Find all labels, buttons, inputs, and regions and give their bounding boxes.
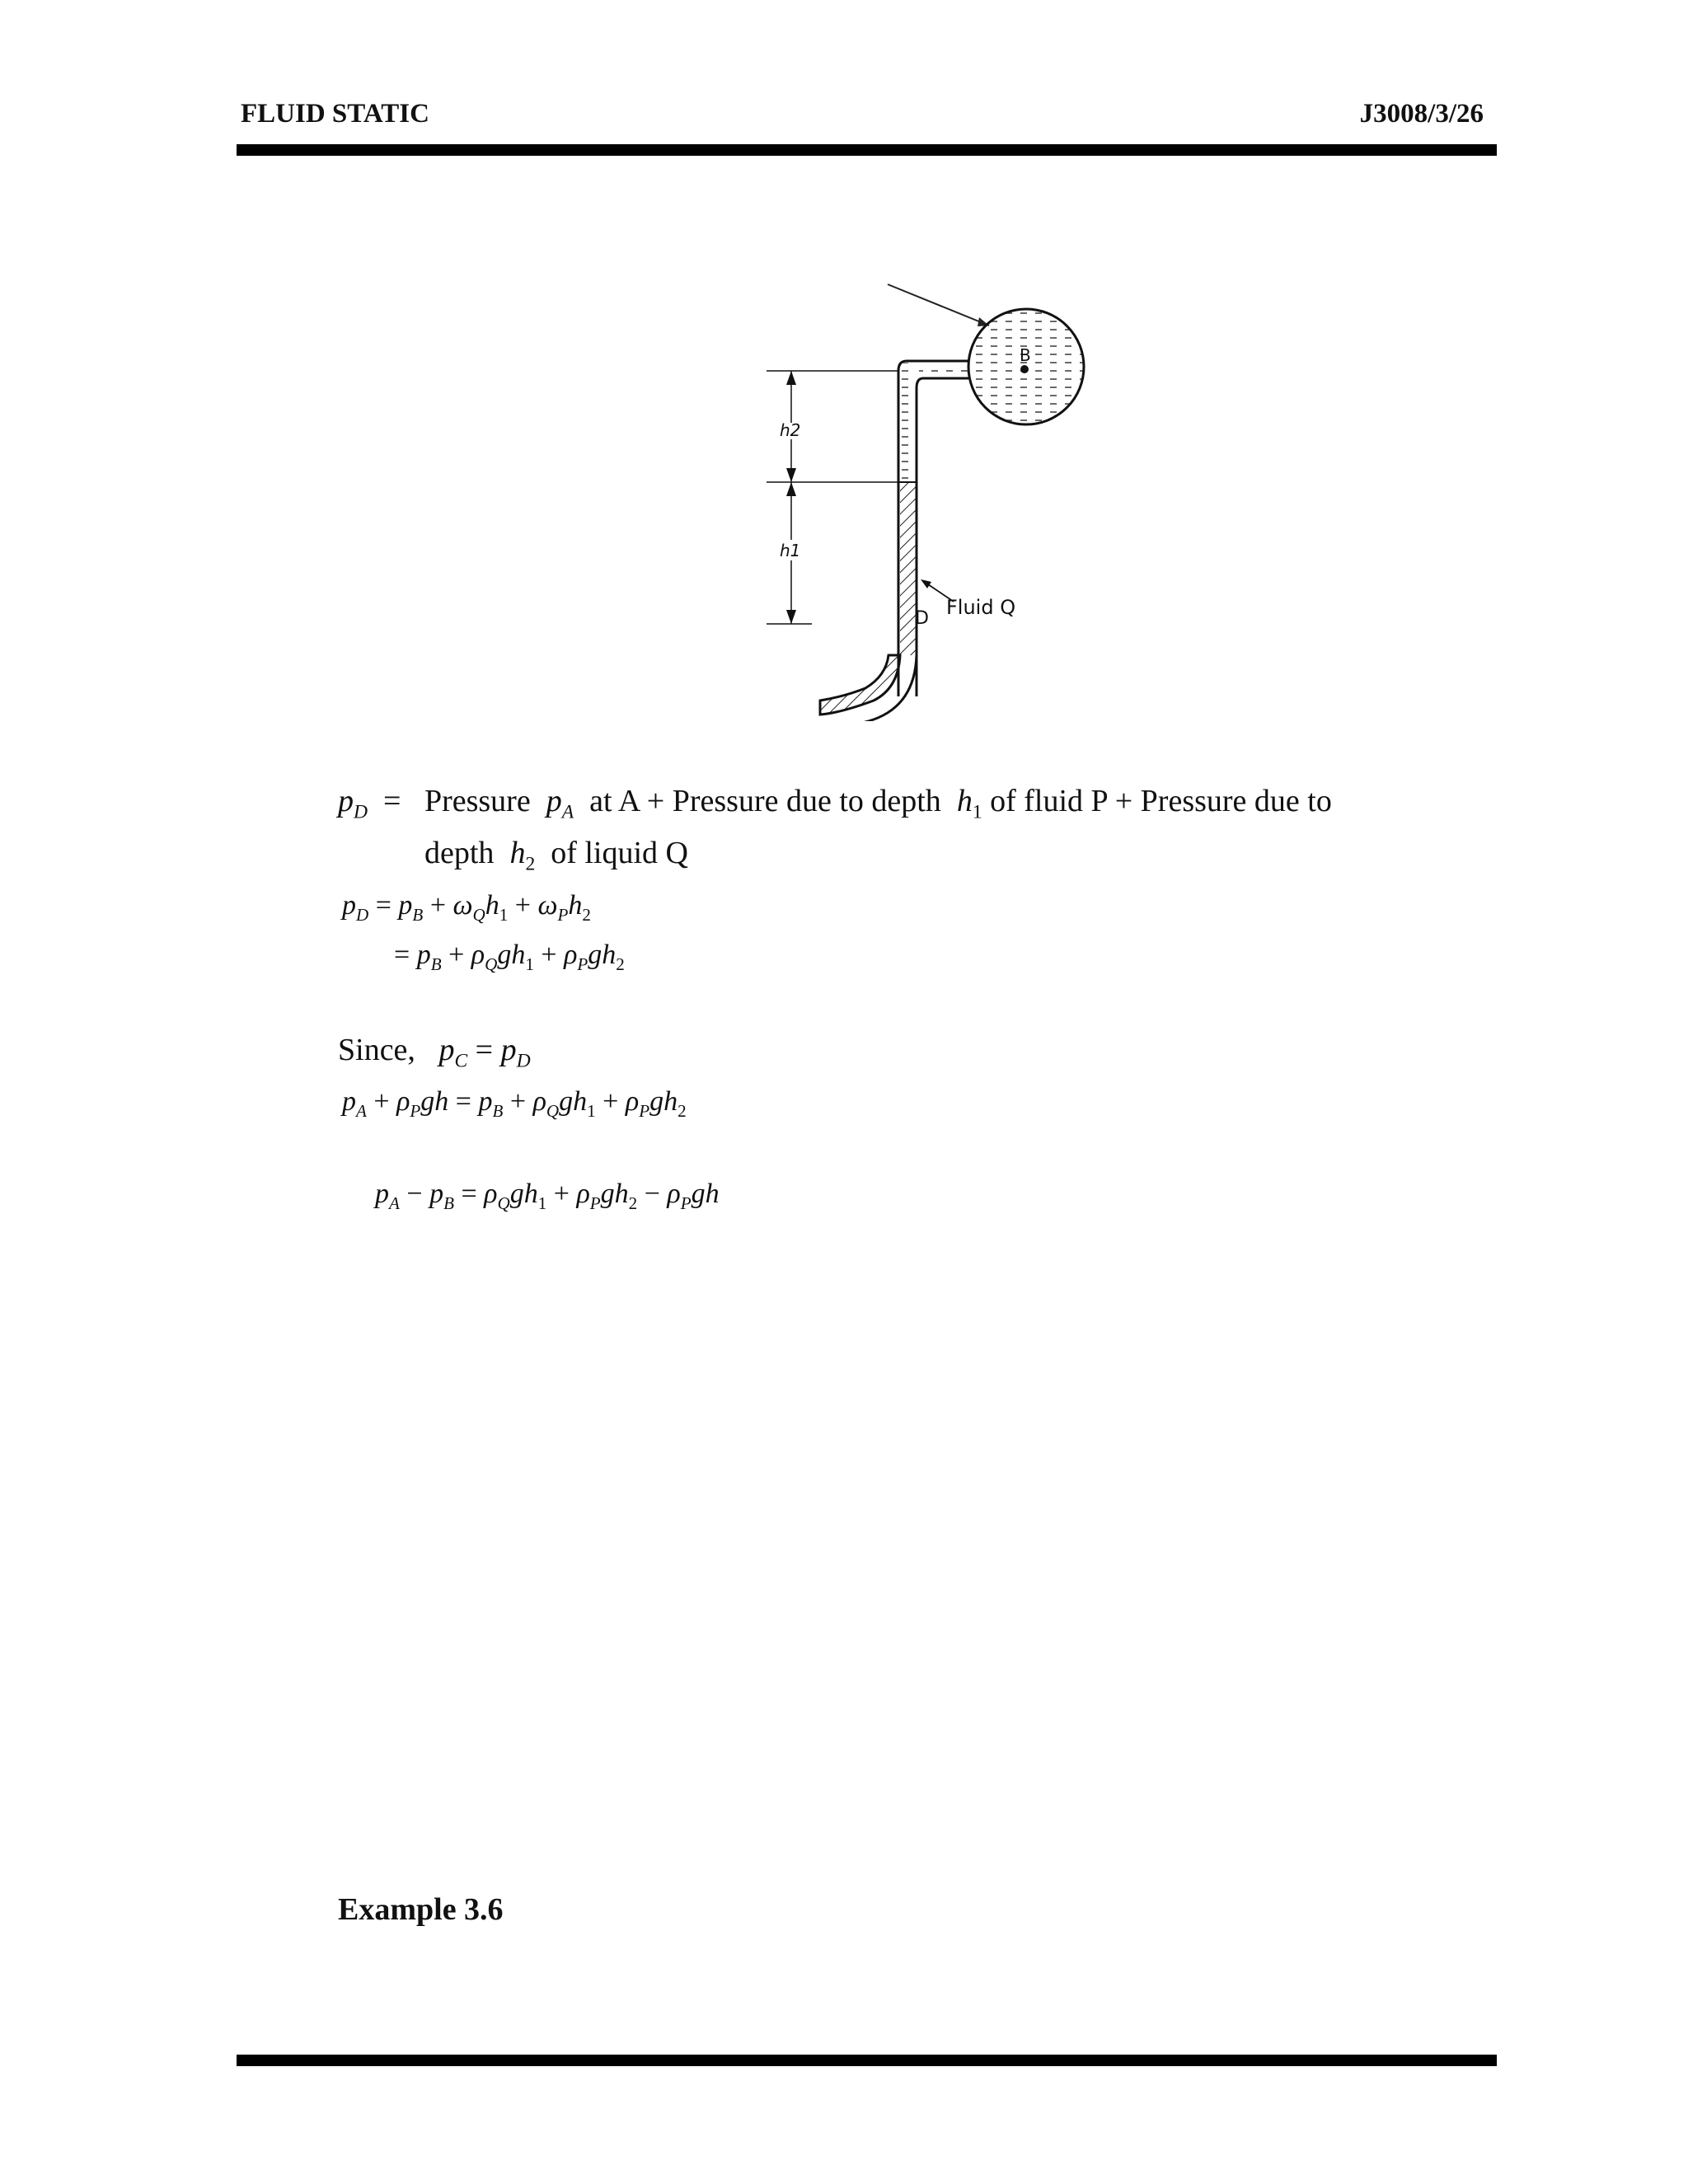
equation-pd-rho: = $p_B + \rho_Qgh_1 + \rho_Pgh_2$ xyxy=(394,940,625,974)
description-line-1: $p_D$ = Pressure $p_A$ at A + Pressure due to depth $h_1$ of fluid P + Pressure due to xyxy=(338,784,1332,823)
footer-rule xyxy=(237,2055,1497,2066)
description-line-2: depth $h_2$ of liquid Q xyxy=(424,836,688,875)
document-title: FLUID STATIC xyxy=(241,99,429,129)
example-heading: Example 3.6 xyxy=(338,1892,504,1927)
page-reference: J3008/3/26 xyxy=(1359,99,1484,129)
header-rule xyxy=(237,144,1497,156)
equation-pd: $p_D = p_B + \omega_Qh_1 + \omega_Ph_2$ xyxy=(342,890,591,925)
label-h1: h1 xyxy=(780,541,801,560)
equation-balance: $p_A + \rho_Pgh = p_B + \rho_Qgh_1 + \rho_Pgh_2$ xyxy=(342,1086,687,1121)
label-h2: h2 xyxy=(780,420,801,440)
label-d: D xyxy=(915,608,929,629)
label-b: B xyxy=(1020,345,1031,365)
equation-result: $p_A - p_B = \rho_Qgh_1 + \rho_Pgh_2 - \rho_Pgh$ xyxy=(375,1179,720,1213)
manometer-figure xyxy=(544,194,1137,721)
since-line: Since, $p_C = p_D$ xyxy=(338,1033,531,1072)
pointer-line xyxy=(888,284,989,326)
label-fluid-q: Fluid Q xyxy=(946,596,1016,619)
